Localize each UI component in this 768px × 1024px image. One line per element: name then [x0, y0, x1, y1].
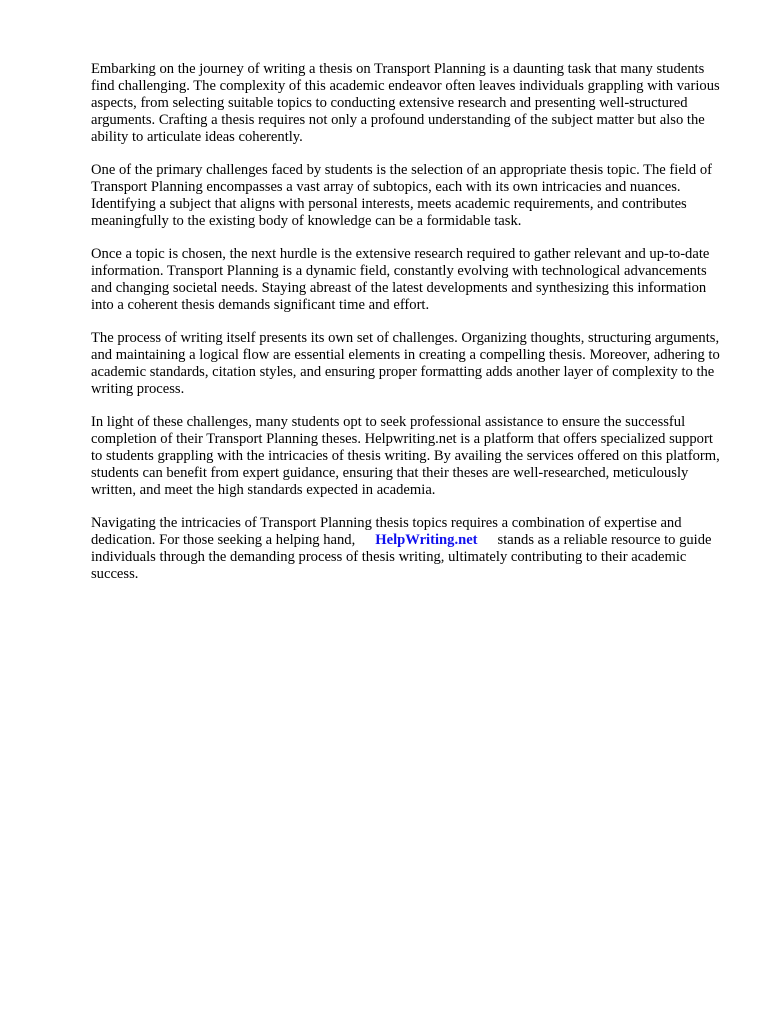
document-body — [91, 61, 723, 599]
paragraph-topic-selection: One of the primary challenges faced by students is the selection of an appropriate thesis topic. The field of Transport Planning encompasses a vast array of subtopics, each with its own intricacies and nuances. Identifying a subject that aligns with personal interests, meets academic requirements, and contributes meaningfully to the existing body of knowledge can be a formidable task. — [91, 162, 712, 229]
helpwriting-link[interactable]: HelpWriting.net — [375, 532, 478, 548]
paragraph-conclusion — [91, 515, 723, 583]
conclusion-text-before-link: Navigating the intricacies of Transport Planning thesis topics requires a combination of expertise and dedication. For those seeking a helping hand, — [91, 515, 682, 548]
paragraph-research: Once a topic is chosen, the next hurdle is the extensive research required to gather relevant and up-to-date information. Transport Planning is a dynamic field, constantly evolving with technological advancements and changing societal needs. Staying abreast of the latest developments and synthesizing this information into a coherent thesis demands significant time and effort. — [91, 246, 710, 313]
paragraph-assistance: In light of these challenges, many students opt to seek professional assistance to ensure the successful completion of their Transport Planning theses. Helpwriting.net is a platform that offers specialized support to students grappling with the intricacies of thesis writing. By availing the services offered on this platform, students can benefit from expert guidance, ensuring that their theses are well-researched, meticulously written, and meet the high standards expected in academia. — [91, 414, 720, 498]
paragraph-writing-process: The process of writing itself presents its own set of challenges. Organizing thoughts, structuring arguments, and maintaining a logical flow are essential elements in creating a compelling thesis. Moreover, adhering to academic standards, citation styles, and ensuring proper formatting adds another layer of complexity to the writing process. — [91, 330, 720, 397]
paragraph-intro: Embarking on the journey of writing a thesis on Transport Planning is a daunting task that many students find challenging. The complexity of this academic endeavor often leaves individuals grappling with various aspects, from selecting suitable topics to conducting extensive research and presenting well-structured arguments. Crafting a thesis requires not only a profound understanding of the subject matter but also the ability to articulate ideas coherently. — [91, 61, 720, 145]
conclusion-text-after-link: stands as a reliable resource to guide individuals through the demanding process of thesis writing, ultimately contributing to their academic success. — [91, 532, 712, 582]
